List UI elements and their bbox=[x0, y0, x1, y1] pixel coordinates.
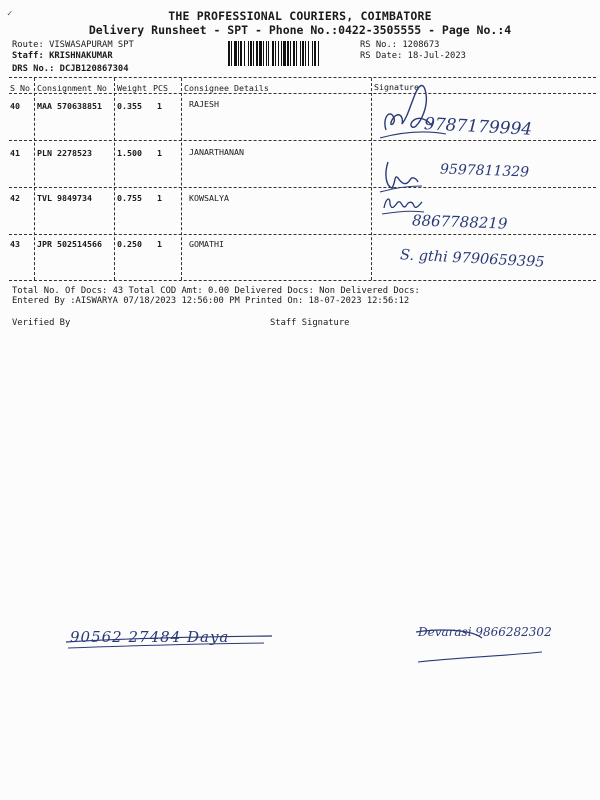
row-pcs: 1 bbox=[157, 193, 162, 203]
bottom-right-scribble bbox=[412, 622, 552, 672]
barcode bbox=[228, 41, 352, 66]
header-sno: S No bbox=[10, 83, 30, 93]
row-consignment: MAA 570638851 bbox=[37, 101, 102, 111]
row-sno: 40 bbox=[10, 101, 20, 111]
barcode-bar bbox=[278, 41, 279, 66]
bottom-left-signature: 90562 27484 Daya bbox=[70, 628, 230, 646]
row-consignee: KOWSALYA bbox=[189, 193, 229, 203]
barcode-bar bbox=[275, 41, 276, 66]
barcode-bar bbox=[302, 41, 304, 66]
barcode-bar bbox=[283, 41, 286, 66]
runsheet-title: Delivery Runsheet - SPT - Phone No.:0422-3505555 - Page No.:4 bbox=[88, 23, 512, 37]
entered-by-line: Entered By :AISWARYA 07/18/2023 12:56:00 PM Printed On: 18-07-2023 12:56:12 bbox=[12, 296, 410, 306]
barcode-bar bbox=[300, 41, 301, 66]
rs-no-label: RS No.: 1208673 bbox=[360, 40, 440, 50]
barcode-bar bbox=[272, 41, 274, 66]
header-consignee: Consignee Details bbox=[184, 83, 269, 93]
signature-phone-40: 9787179994 bbox=[423, 114, 533, 140]
row-sno: 41 bbox=[10, 148, 20, 158]
barcode-bar bbox=[312, 41, 313, 66]
drs-label: DRS No.: DCJB120867304 bbox=[12, 64, 129, 74]
col-sep bbox=[181, 78, 182, 280]
row-consignee: JANARTHANAN bbox=[189, 147, 244, 157]
row-weight: 0.250 bbox=[117, 239, 142, 249]
barcode-bar bbox=[314, 41, 316, 66]
row-weight: 0.355 bbox=[117, 101, 142, 111]
barcode-bar bbox=[266, 41, 267, 66]
row-consignment: JPR 502514566 bbox=[37, 239, 102, 249]
barcode-bar bbox=[250, 41, 252, 66]
barcode-bar bbox=[268, 41, 269, 66]
signature-row-43: S. gthi 9790659395 bbox=[399, 247, 545, 271]
row-pcs: 1 bbox=[157, 148, 162, 158]
header-consignment: Consignment No bbox=[37, 83, 107, 93]
row-sno: 43 bbox=[10, 239, 20, 249]
row-consignee: GOMATHI bbox=[189, 239, 224, 249]
route-label: Route: VISWASAPURAM SPT bbox=[12, 40, 134, 50]
barcode-bar bbox=[259, 41, 262, 66]
barcode-bar bbox=[318, 41, 319, 66]
barcode-bar bbox=[248, 41, 249, 66]
barcode-bar bbox=[281, 41, 282, 66]
signature-phone-42: 8867788219 bbox=[411, 211, 508, 233]
barcode-bar bbox=[244, 41, 245, 66]
table-header-rule bbox=[9, 93, 596, 94]
table-bottom-rule bbox=[9, 280, 596, 281]
verified-by-label: Verified By bbox=[12, 318, 71, 328]
header-weight: Weight bbox=[117, 83, 147, 93]
staff-signature-label: Staff Signature bbox=[270, 318, 350, 328]
company-title: THE PROFESSIONAL COURIERS, COIMBATORE bbox=[168, 9, 432, 23]
barcode-bar bbox=[234, 41, 237, 66]
barcode-bar bbox=[238, 41, 239, 66]
row-pcs: 1 bbox=[157, 239, 162, 249]
barcode-bar bbox=[305, 41, 306, 66]
row-consignment: TVL 9849734 bbox=[37, 193, 92, 203]
corner-mark: ✓ bbox=[7, 9, 13, 19]
row-pcs: 1 bbox=[157, 101, 162, 111]
rs-date-label: RS Date: 18-Jul-2023 bbox=[360, 51, 466, 61]
barcode-bar bbox=[293, 41, 295, 66]
barcode-bar bbox=[253, 41, 254, 66]
header-signature: Signature bbox=[374, 82, 419, 92]
row-consignee: RAJESH bbox=[189, 99, 219, 109]
row-consignment: PLN 2278523 bbox=[37, 148, 92, 158]
signature-phone-41: 9597811329 bbox=[439, 161, 530, 181]
staff-label: Staff: KRISHNAKUMAR bbox=[12, 51, 113, 61]
barcode-bar bbox=[231, 41, 232, 66]
col-sep bbox=[114, 78, 115, 280]
barcode-bar bbox=[228, 41, 230, 66]
strike-through bbox=[64, 630, 274, 652]
bottom-right-name: Devarasi 9866282302 bbox=[418, 625, 552, 639]
row-divider bbox=[9, 234, 596, 235]
barcode-bar bbox=[296, 41, 297, 66]
barcode-bar bbox=[308, 41, 309, 66]
row-weight: 1.500 bbox=[117, 148, 142, 158]
barcode-bar bbox=[240, 41, 242, 66]
row-divider bbox=[9, 140, 596, 141]
row-sno: 42 bbox=[10, 193, 20, 203]
totals-line: Total No. Of Docs: 43 Total COD Amt: 0.00 Delivered Docs: Non Delivered Docs: bbox=[12, 286, 420, 296]
row-divider bbox=[9, 187, 596, 188]
table-top-rule bbox=[9, 77, 596, 78]
col-sep bbox=[34, 78, 35, 280]
barcode-bar bbox=[256, 41, 258, 66]
row-weight: 0.755 bbox=[117, 193, 142, 203]
barcode-bar bbox=[263, 41, 264, 66]
barcode-bar bbox=[287, 41, 289, 66]
header-pcs: PCS bbox=[153, 83, 168, 93]
barcode-bar bbox=[290, 41, 291, 66]
